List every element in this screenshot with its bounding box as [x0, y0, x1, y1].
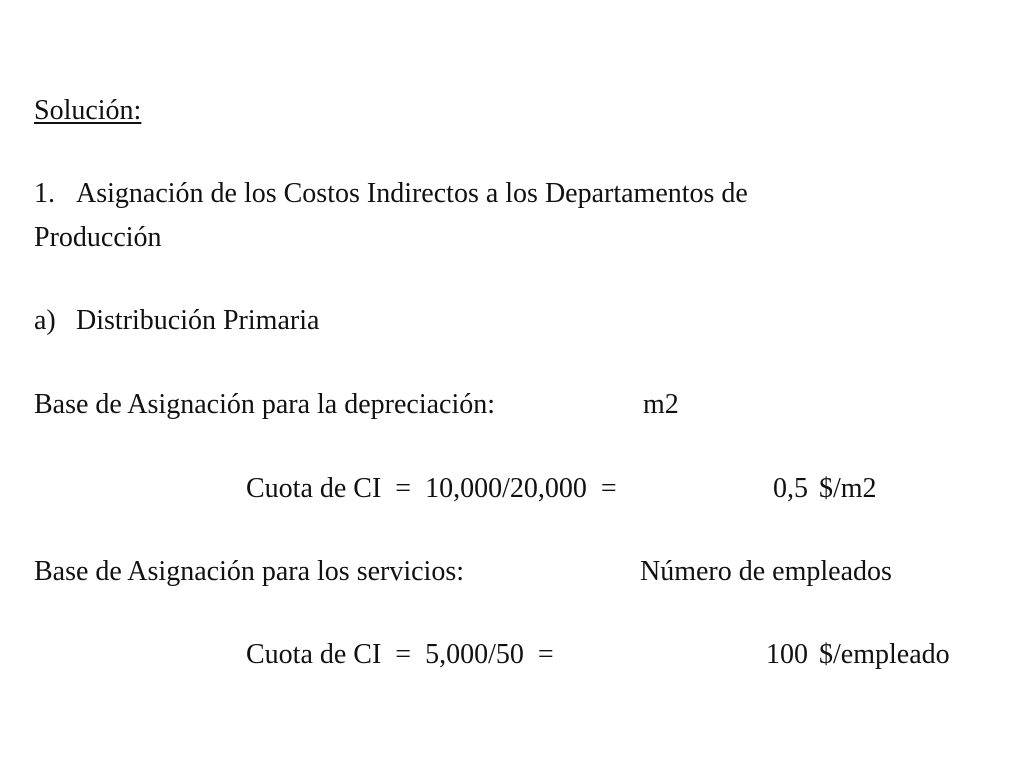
- subsection-a-label: a): [34, 305, 56, 336]
- section-1-title-line2: Producción: [34, 222, 162, 253]
- depreciation-base-label: Base de Asignación para la depreciación:: [34, 389, 496, 420]
- services-quota-unit: $/empleado: [819, 639, 950, 670]
- subsection-a-text: Distribución Primaria: [76, 305, 320, 336]
- depreciation-base-row: [34, 389, 679, 420]
- services-base-label: Base de Asignación para los servicios:: [34, 556, 465, 587]
- depreciation-base-value: m2: [643, 389, 679, 420]
- depreciation-quota-expression: Cuota de CI = 10,000/20,000 =: [246, 473, 617, 504]
- depreciation-quota-unit: $/m2: [819, 473, 877, 504]
- section-1-number: 1.: [34, 178, 55, 209]
- section-1-title-line1: Asignación de los Costos Indirectos a los Departamentos de: [76, 178, 748, 209]
- services-base-value: Número de empleados: [640, 556, 892, 587]
- solution-heading: Solución:: [34, 95, 142, 126]
- section-1-title: [34, 180, 748, 208]
- subsection-a-title: [34, 307, 319, 335]
- depreciation-quota-rate: 0,5: [773, 473, 808, 504]
- services-base-row: [34, 556, 892, 587]
- services-quota-rate: 100: [766, 639, 808, 670]
- services-quota-expression: Cuota de CI = 5,000/50 =: [246, 639, 554, 670]
